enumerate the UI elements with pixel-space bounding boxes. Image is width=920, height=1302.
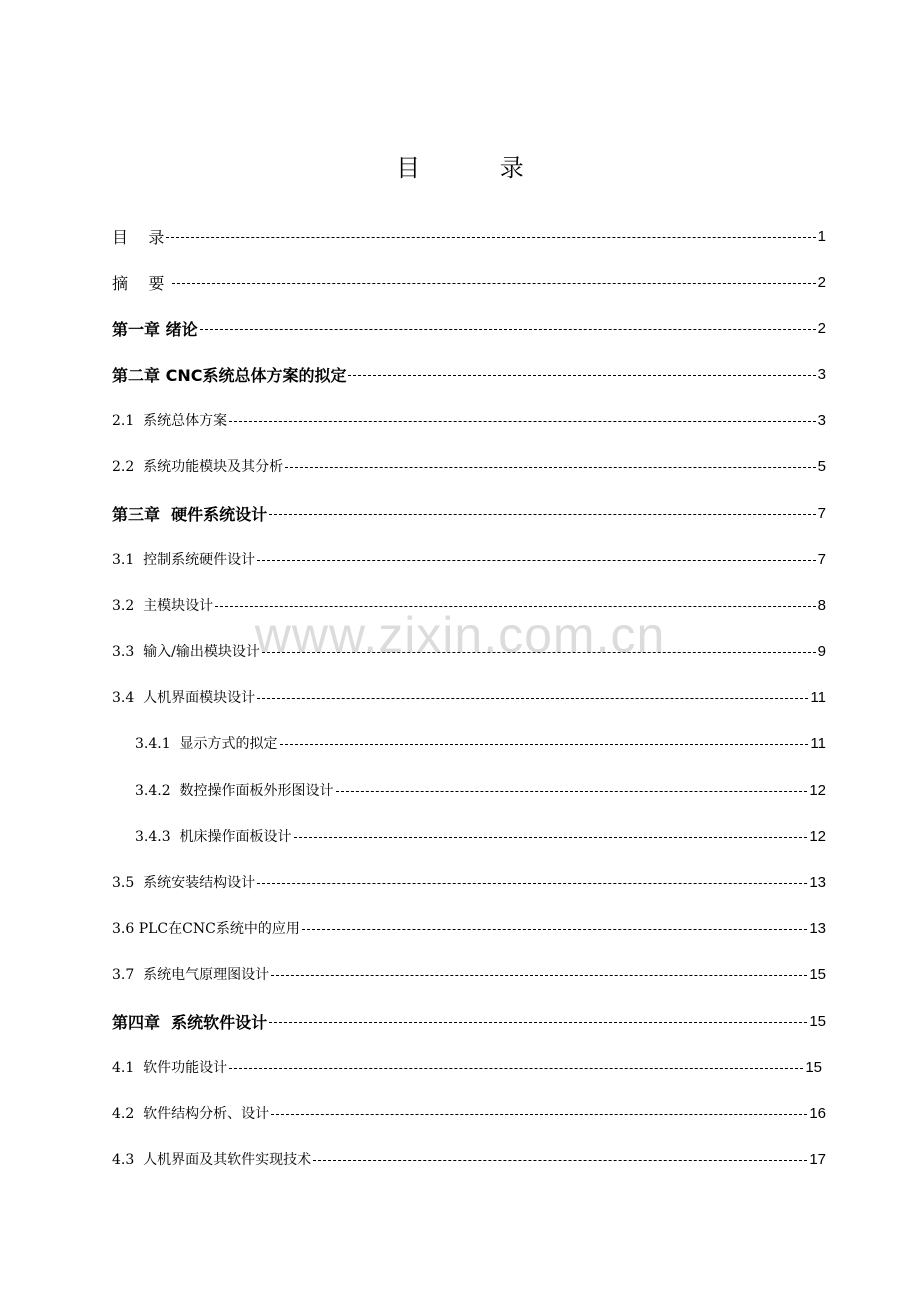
toc-entry[interactable] — [112, 916, 826, 940]
toc-entry[interactable] — [135, 778, 826, 802]
toc-leader — [257, 698, 808, 699]
toc-leader — [269, 1022, 807, 1023]
toc-leader — [257, 560, 815, 561]
toc-entry[interactable] — [112, 1147, 826, 1171]
toc-entry-page: 2 — [817, 319, 826, 337]
toc-entry[interactable] — [112, 639, 826, 663]
toc-entry-label: 4.2 软件结构分析、设计 — [112, 1106, 270, 1122]
toc-leader — [215, 606, 815, 607]
toc-entry[interactable] — [112, 1055, 822, 1079]
toc-entry-page: 3 — [817, 411, 826, 429]
toc-entry-page: 15 — [809, 1012, 826, 1030]
toc-entry-label: 第四章 系统软件设计 — [112, 1012, 268, 1032]
toc-entry-label: 2.2 系统功能模块及其分析 — [112, 459, 284, 475]
toc-entry[interactable] — [112, 408, 826, 432]
toc-entry[interactable] — [135, 824, 826, 848]
toc-entry[interactable] — [135, 731, 826, 755]
toc-leader — [269, 514, 816, 515]
toc-entry-label: 摘 要 — [112, 273, 165, 293]
toc-entry-label: 第一章 绪论 — [112, 319, 198, 339]
toc-entry-page: 12 — [809, 781, 826, 799]
toc-entry[interactable] — [112, 547, 826, 571]
toc-entry-label: 3.7 系统电气原理图设计 — [112, 967, 270, 983]
toc-entry-label: 3.1 控制系统硬件设计 — [112, 552, 256, 568]
toc-entry-label: 3.6 PLC在CNC系统中的应用 — [112, 921, 300, 937]
toc-entry[interactable] — [112, 685, 826, 709]
toc-entry-label: 3.5 系统安装结构设计 — [112, 875, 256, 891]
toc-entry[interactable] — [112, 962, 826, 986]
toc-entry-page: 5 — [817, 457, 826, 475]
toc-entry-label: 3.4.2 数控操作面板外形图设计 — [135, 783, 334, 799]
toc-entry[interactable] — [112, 224, 826, 248]
toc-leader — [348, 375, 815, 376]
toc-entry-page: 12 — [809, 827, 826, 845]
toc-leader — [313, 1160, 807, 1161]
toc-leader — [262, 652, 816, 653]
toc-entry-label: 3.4.3 机床操作面板设计 — [135, 829, 292, 845]
toc-leader — [172, 283, 815, 284]
toc-entry-page: 17 — [809, 1150, 826, 1168]
toc-entry-page: 2 — [817, 273, 826, 291]
toc-entry[interactable] — [112, 362, 826, 386]
toc-leader — [285, 467, 815, 468]
toc-entry-page: 1 — [817, 227, 826, 245]
toc-entry-label: 4.1 软件功能设计 — [112, 1060, 228, 1076]
toc-entry[interactable] — [112, 316, 826, 340]
page-title: 目 录 — [396, 154, 560, 182]
watermark: www.zixin.com.cn — [254, 607, 666, 663]
toc-leader — [271, 975, 807, 976]
toc-entry-page: 9 — [817, 642, 826, 660]
toc-entry-label: 3.4.1 显示方式的拟定 — [135, 736, 278, 752]
toc-leader — [294, 837, 808, 838]
toc-leader — [280, 744, 809, 745]
toc-leader — [336, 791, 808, 792]
toc-entry-page: 16 — [809, 1104, 826, 1122]
toc-entry-page: 3 — [817, 365, 826, 383]
toc-entry-page: 7 — [817, 504, 826, 522]
toc-entry[interactable] — [112, 870, 826, 894]
toc-entry-label: 第二章 CNC系统总体方案的拟定 — [112, 365, 347, 385]
toc-entry-page: 11 — [810, 688, 826, 706]
toc-entry[interactable] — [112, 1101, 826, 1125]
toc-entry-label: 第三章 硬件系统设计 — [112, 504, 268, 524]
toc-entry-page: 15 — [805, 1058, 822, 1076]
toc-entry[interactable] — [112, 270, 826, 294]
toc-entry-label: 目 录 — [112, 227, 165, 247]
toc-entry[interactable] — [112, 501, 826, 525]
toc-leader — [200, 329, 816, 330]
toc-leader — [229, 421, 815, 422]
toc-entry[interactable] — [112, 454, 826, 478]
toc-entry[interactable] — [112, 593, 826, 617]
toc-entry-page: 13 — [809, 919, 826, 937]
toc-entry-label: 3.2 主模块设计 — [112, 598, 214, 614]
toc-entry-page: 11 — [810, 734, 826, 752]
toc-entry-label: 3.3 输入/输出模块设计 — [112, 644, 260, 660]
toc-entry-page: 8 — [817, 596, 826, 614]
toc-entry-page: 13 — [809, 873, 826, 891]
toc-leader — [166, 237, 815, 238]
toc-entry[interactable] — [112, 1009, 826, 1033]
toc-leader — [302, 929, 807, 930]
toc-leader — [229, 1068, 803, 1069]
toc-leader — [257, 883, 807, 884]
toc-entry-page: 15 — [809, 965, 826, 983]
toc-entry-label: 3.4 人机界面模块设计 — [112, 690, 256, 706]
toc-leader — [271, 1114, 807, 1115]
toc-entry-label: 4.3 人机界面及其软件实现技术 — [112, 1152, 312, 1168]
toc-entry-page: 7 — [817, 550, 826, 568]
toc-entry-label: 2.1 系统总体方案 — [112, 413, 228, 429]
